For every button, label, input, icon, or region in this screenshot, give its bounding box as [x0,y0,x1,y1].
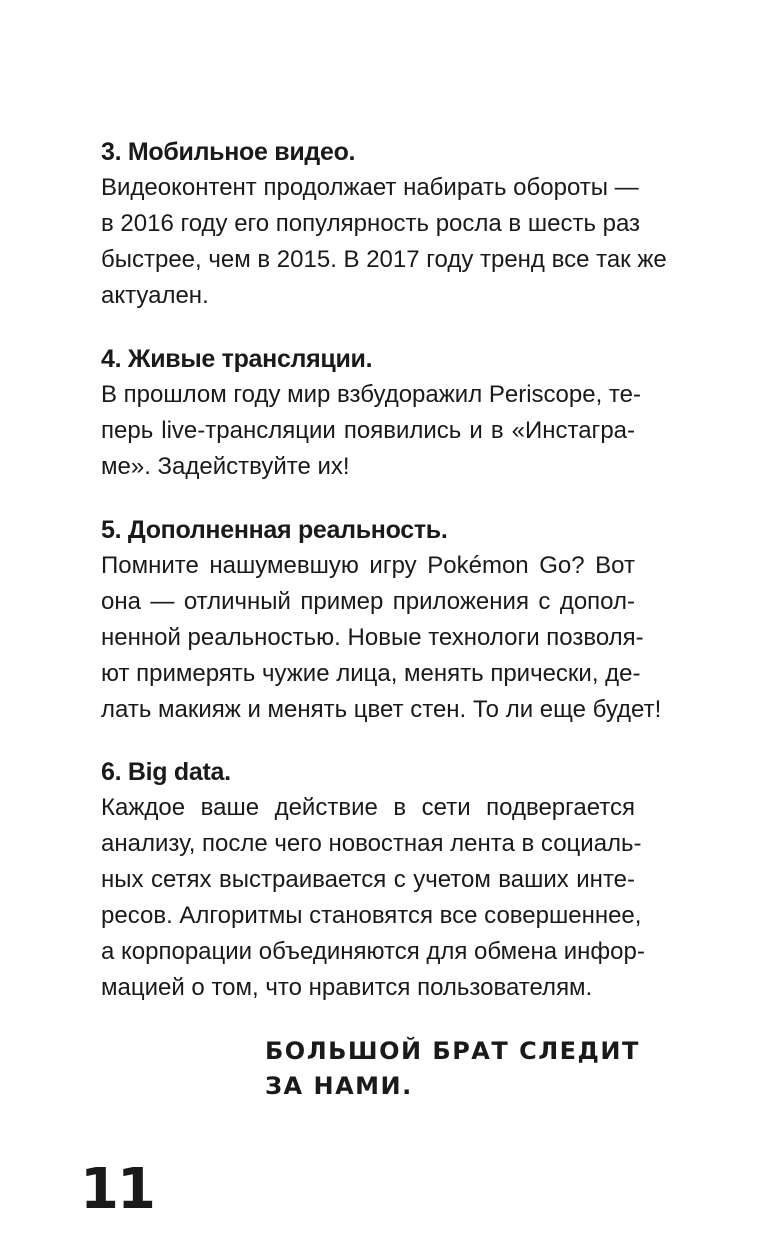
paragraph-line: лать макияж и менять цвет стен. То ли еще будет! [101,696,662,723]
section-mobile-video [101,134,667,314]
slogan [265,1034,645,1104]
section-augmented-reality [101,512,662,728]
paragraph-line: актуален. [101,282,209,309]
paragraph-line: быстрее, чем в 2015. В 2017 году тренд все так же [101,246,667,273]
section-heading: 5. Дополненная реальность. [101,516,448,544]
slogan-line: ЗА НАМИ. [265,1072,413,1100]
paragraph-line: ресов. Алгоритмы становятся все совершеннее, [101,902,642,929]
section-heading: 4. Живые трансляции. [101,345,373,373]
paragraph-line: а корпорации объединяются для обмена инфор- [101,938,645,965]
section-paragraph [101,170,667,314]
paragraph-line: ют примерять чужие лица, менять прически, де- [101,660,641,687]
section-heading: 3. Мобильное видео. [101,138,356,166]
paragraph-line: ненной реальностью. Новые технологи позволя- [101,624,644,651]
paragraph-line: В прошлом году мир взбудоражил Periscope, те- [101,381,641,408]
paragraph-line: Видеоконтент продолжает набирать обороты — [101,174,639,201]
section-paragraph [101,790,645,1006]
section-paragraph [101,548,662,728]
paragraph-line: она — отличный пример приложения с допол- [101,588,635,615]
section-paragraph [101,377,641,485]
paragraph-line: ных сетях выстраивается с учетом ваших инте- [101,866,635,893]
section-big-data [101,754,645,1006]
paragraph-line: ме». Задействуйте их! [101,453,350,480]
section-live-streams [101,341,641,485]
paragraph-line: Помните нашумевшую игру Pokémon Go? Вот [101,552,635,579]
slogan-line: БОЛЬШОЙ БРАТ СЛЕДИТ [265,1037,640,1065]
paragraph-line: анализу, после чего новостная лента в социаль- [101,830,642,857]
paragraph-line: перь live-трансляции появились и в «Инстагра- [101,417,635,444]
paragraph-line: мацией о том, что нравится пользователям. [101,974,593,1001]
paragraph-line: Каждое ваше действие в сети подвергается [101,794,635,821]
paragraph-line: в 2016 году его популярность росла в шесть раз [101,210,641,237]
section-heading: 6. Big data. [101,758,231,786]
page-number: 11 [80,1157,154,1222]
